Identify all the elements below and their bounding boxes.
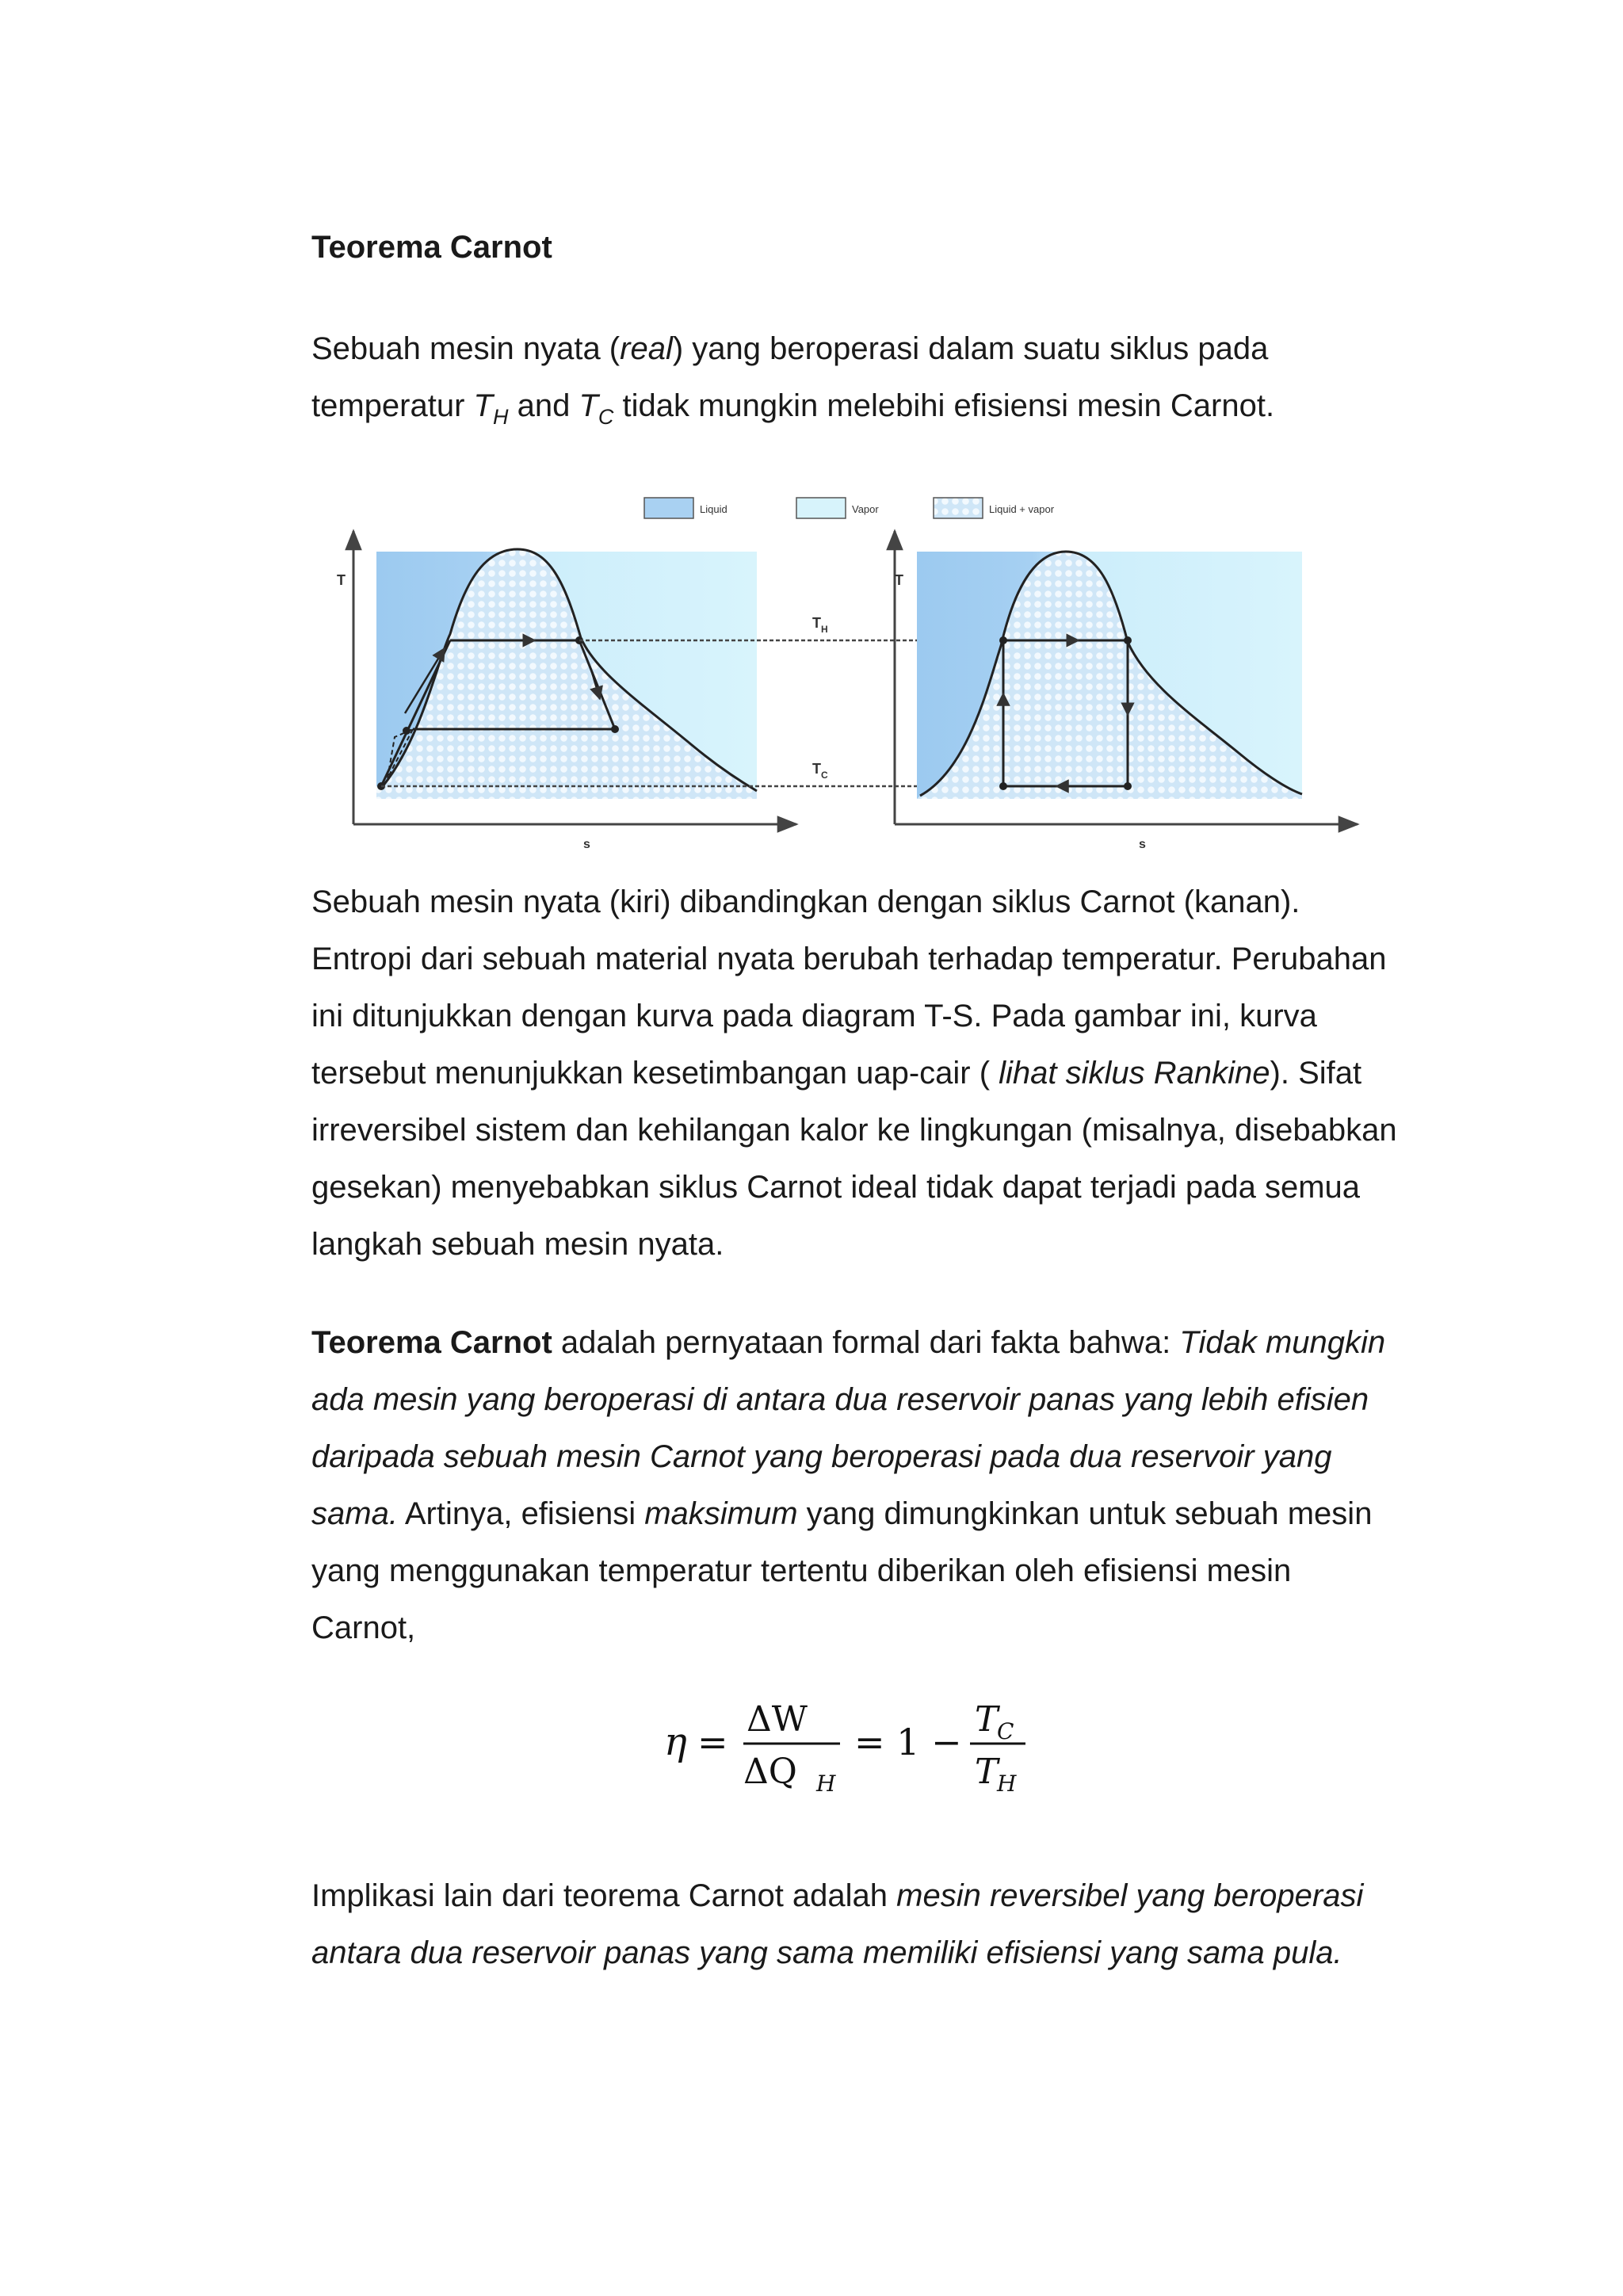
eq-denominator-delta-q: ΔQ (743, 1752, 797, 1792)
text-run: Artinya, efisiensi (397, 1496, 645, 1531)
text-run: Sebuah mesin nyata ( (311, 331, 621, 366)
eq-eta: η (664, 1720, 687, 1764)
subscript-h: H (492, 405, 509, 429)
text-run: Implikasi lain dari teorema Carnot adalah (311, 1878, 897, 1913)
legend-liquid-swatch (644, 498, 693, 518)
eq-tc-symbol: T (975, 1699, 999, 1740)
right-axis-label-s: s (1139, 838, 1146, 851)
text-run: ). Sifat irreversibel sistem dan kehilangan kalor ke lingkungan (misalnya, disebabkan gesekan) menyebabkan siklus Carnot ideal tidak dapat terjadi pada semua langkah sebuah mesin nyata. (311, 1056, 1397, 1262)
subscript-c: C (598, 405, 614, 429)
right-point-b (1124, 636, 1132, 644)
text-run: ) yang beroperasi dalam suatu siklus pada temperatur (311, 331, 1269, 423)
eq-th-symbol: T (975, 1752, 999, 1792)
legend-liquid-vapor (934, 498, 1055, 518)
left-point-c (611, 725, 619, 733)
paragraph-intro (311, 320, 1397, 437)
legend-liquid-label: Liquid (700, 503, 727, 515)
text-run: yang dimungkinkan untuk sebuah mesin yang menggunakan temperatur tertentu diberikan oleh efisiensi mesin Carnot, (311, 1496, 1373, 1645)
symbol-tc: T (579, 388, 598, 423)
left-axis-label-s: s (583, 838, 590, 851)
legend-vapor-label: Vapor (852, 503, 879, 515)
italic-theorem-statement: Tidak mungkin ada mesin yang beroperasi di antara dua reservoir panas yang lebih efisien daripada sebuah mesin Carnot yang beroperasi pada dua reservoir yang sama. (311, 1325, 1386, 1531)
th-label: $T_H$ (812, 615, 828, 635)
left-point-d (403, 727, 411, 735)
italic-lihat-siklus-rankine: lihat siklus Rankine (999, 1056, 1270, 1091)
diagram-real-engine (337, 531, 796, 851)
paragraph-implication (311, 1867, 1397, 1981)
text-run: tidak mungkin melebihi efisiensi mesin Carnot. (613, 388, 1275, 423)
eq-tc-subscript: C (997, 1718, 1014, 1744)
paragraph-figure-caption (311, 873, 1397, 1273)
legend-liquid-vapor-label: Liquid + vapor (989, 503, 1055, 515)
right-axis-label-t: T (895, 572, 903, 588)
tc-label: $T_C$ (812, 761, 828, 781)
eq-equals-one-minus: = 1 − (854, 1721, 962, 1763)
carnot-efficiency-equation (664, 1679, 1108, 1805)
text-run: Sebuah mesin nyata (kiri) dibandingkan dengan siklus Carnot (kanan). Entropi dari sebuah material nyata berubah terhadap temperatur. Perubahan ini ditunjukkan dengan kurva pada diagram T-S. Pada gambar ini, kurva tersebut menunjukkan kesetimbangan uap-cair ( (311, 884, 1387, 1091)
text-run: adalah pernyataan formal dari fakta bahwa: (552, 1325, 1180, 1360)
italic-maksimum: maksimum (644, 1496, 798, 1531)
left-axis-label-t: T (337, 572, 346, 588)
italic-real: real (620, 331, 673, 366)
legend-vapor-swatch (796, 498, 846, 518)
legend-vapor (796, 498, 879, 518)
right-point-a (999, 636, 1007, 644)
eq-denominator-subscript-h: H (816, 1771, 836, 1797)
eq-th-subscript: H (997, 1771, 1017, 1797)
right-point-c (1124, 782, 1132, 790)
italic-reversible-statement: mesin reversibel yang beroperasi antara dua reservoir panas yang sama memiliki efisiensi yang sama pula. (311, 1878, 1364, 1970)
paragraph-carnot-theorem (311, 1314, 1397, 1656)
symbol-th: T (473, 388, 493, 423)
eq-equals-1: = (697, 1721, 728, 1763)
diagram-carnot-cycle (895, 531, 1358, 851)
text-run: and (508, 388, 579, 423)
legend-liquid (644, 498, 727, 518)
heading-teorema-carnot: Teorema Carnot (311, 230, 552, 265)
legend-liquid-vapor-swatch (934, 498, 983, 518)
legend (644, 498, 1055, 518)
eq-numerator-delta-w: ΔW (747, 1699, 808, 1740)
right-point-d (999, 782, 1007, 790)
ts-diagram-figure (311, 476, 1397, 856)
bold-teorema-carnot: Teorema Carnot (311, 1325, 552, 1360)
